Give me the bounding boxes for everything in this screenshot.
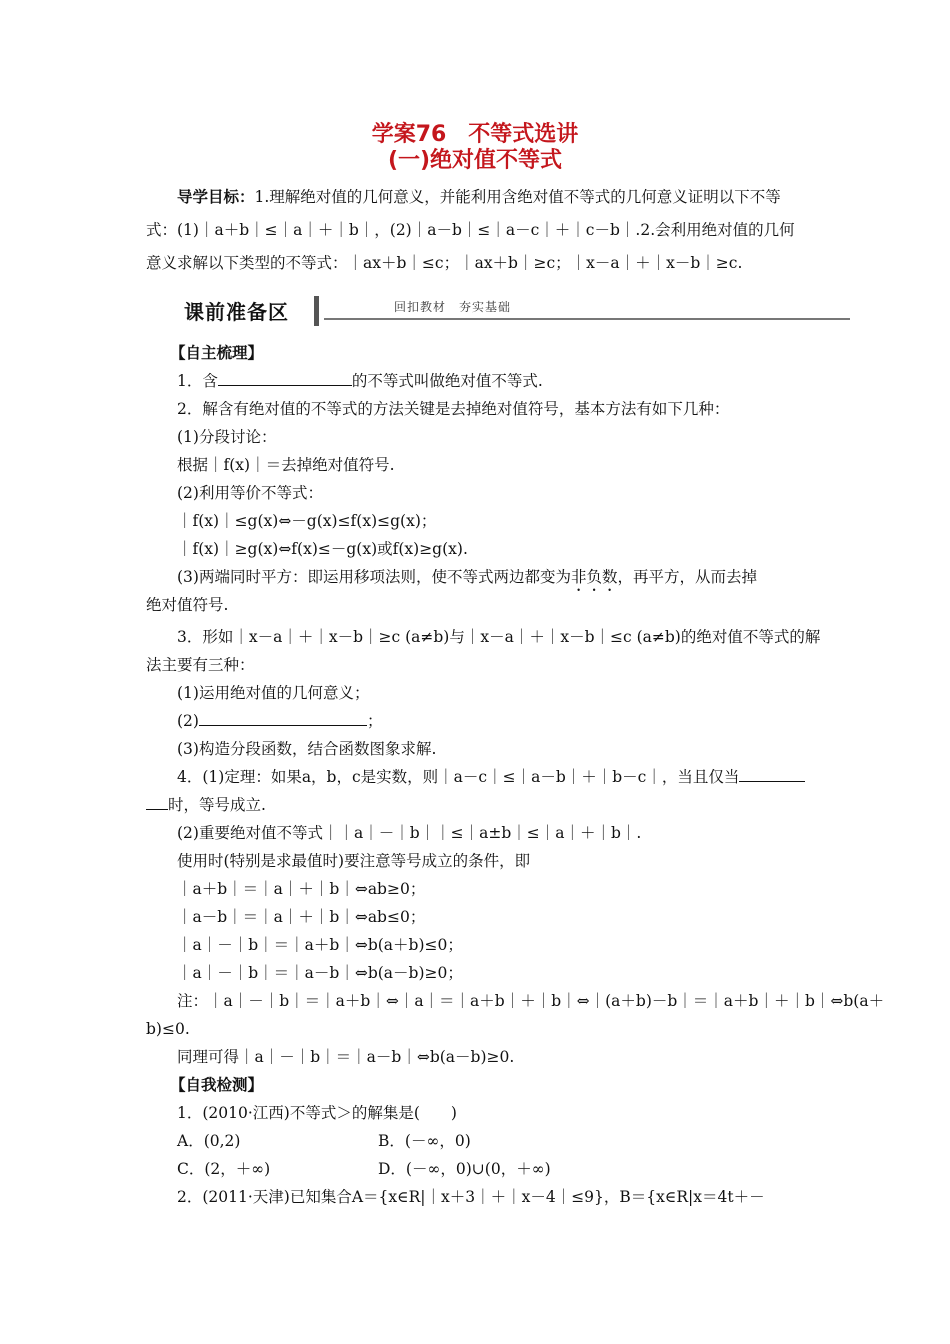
- answer-blank-3b: [146, 795, 168, 810]
- option-a: A．(0,2): [177, 1132, 241, 1150]
- item-1-end: 的不等式叫做绝对值不等式.: [351, 372, 543, 390]
- way-2-end: ；: [366, 712, 383, 730]
- item-4-theorem-cont: [146, 795, 266, 815]
- method-3-end: ，再平方，从而去掉: [617, 568, 757, 586]
- theorem-text: 4．(1)定理：如果a，b，c是实数，则｜a－c｜≤｜a－b｜＋｜b－c｜，当且仅当: [177, 768, 740, 786]
- item-1: [177, 371, 543, 391]
- item-2-method-1-text: 根据｜f(x)｜＝去掉绝对值符号.: [177, 456, 395, 474]
- note-cont: b)≤0.: [146, 1020, 190, 1038]
- answer-blank-3a: [739, 767, 805, 782]
- learning-goals: [146, 181, 806, 280]
- item-2-method-3: [177, 567, 757, 595]
- heading-self-review: 【自主梳理】: [170, 344, 264, 362]
- answer-blank-1: [218, 371, 352, 386]
- condition-4: ｜a｜－｜b｜＝｜a－b｜⇔b(a－b)≥0；: [177, 964, 463, 982]
- method-3-start: (3)两端同时平方：即运用移项法则，使不等式两边都变为: [177, 568, 571, 586]
- item-2-method-3-cont: 绝对值符号.: [146, 596, 229, 614]
- learning-goals-label: 导学目标：: [177, 188, 255, 206]
- condition-1: ｜a＋b｜＝｜a｜＋｜b｜⇔ab≥0；: [177, 880, 426, 898]
- answer-blank-2: [199, 711, 367, 726]
- item-3-way-1: (1)运用绝对值的几何意义；: [177, 684, 370, 702]
- option-d: D．(－∞，0)∪(0，＋∞): [378, 1160, 551, 1178]
- emphasized-term: 非负数: [570, 568, 618, 586]
- banner-divider-bar: [314, 296, 319, 326]
- theorem-cont-text: 时，等号成立.: [168, 796, 266, 814]
- item-1-start: 1．含: [177, 372, 218, 390]
- learning-goals-text: 1.理解绝对值的几何意义，并能利用含绝对值不等式的几何意义证明以下不等式：(1)｜a＋b｜≤｜a｜＋｜b｜，(2)｜a－b｜≤｜a－c｜＋｜c－b｜.2.会利用绝对值的几何意义求解以下类型的不等式：｜ax＋b｜≤c；｜ax＋b｜≥c；｜x－a｜＋｜x－b｜≥c.: [146, 188, 795, 272]
- way-2-label: (2): [177, 712, 199, 730]
- condition-2: ｜a－b｜＝｜a｜＋｜b｜⇔ab≤0；: [177, 908, 426, 926]
- condition-3: ｜a｜－｜b｜＝｜a＋b｜⇔b(a＋b)≤0；: [177, 936, 463, 954]
- banner-rule: [324, 318, 850, 320]
- item-4-theorem: [177, 767, 805, 787]
- page-subtitle: (一)绝对值不等式: [387, 148, 563, 173]
- option-b: B．(－∞，0): [378, 1132, 471, 1150]
- item-3-cont: 法主要有三种：: [146, 656, 255, 674]
- page-title: 学案76 不等式选讲: [371, 122, 579, 147]
- note-similarly: 同理可得｜a｜－｜b｜＝｜a－b｜⇔b(a－b)≥0.: [177, 1048, 515, 1066]
- question-1: 1．(2010·江西)不等式＞的解集是( ): [177, 1104, 457, 1122]
- item-2: 2．解含有绝对值的不等式的方法关键是去掉绝对值符号，基本方法有如下几种：: [177, 400, 730, 418]
- formula-equivalence-2: ｜f(x)｜≥g(x)⇔f(x)≤－g(x)或f(x)≥g(x).: [177, 540, 468, 558]
- item-3-way-3: (3)构造分段函数，结合函数图象求解.: [177, 740, 437, 758]
- item-4-usage: 使用时(特别是求最值时)要注意等号成立的条件，即: [177, 852, 531, 870]
- section-banner: [178, 294, 850, 330]
- question-2: 2．(2011·天津)已知集合A＝{x∈R|｜x＋3｜＋｜x－4｜≤9}，B＝{x∈R|x＝4t＋－: [177, 1188, 765, 1206]
- item-4-important: (2)重要绝对值不等式｜｜a｜－｜b｜｜≤｜a±b｜≤｜a｜＋｜b｜.: [177, 824, 642, 842]
- heading-self-test: 【自我检测】: [170, 1076, 264, 1094]
- section-banner-subtitle: 回扣教材 夯实基础: [394, 300, 512, 314]
- note: 注：｜a｜－｜b｜＝｜a＋b｜⇔｜a｜＝｜a＋b｜＋｜b｜⇔｜(a＋b)－b｜＝｜a＋b｜＋｜b｜⇔b(a＋: [177, 992, 885, 1010]
- item-2-method-2: (2)利用等价不等式：: [177, 484, 323, 502]
- item-2-method-1: (1)分段讨论：: [177, 428, 277, 446]
- option-c: C．(2，＋∞): [177, 1160, 271, 1178]
- formula-equivalence-1: ｜f(x)｜≤g(x)⇔－g(x)≤f(x)≤g(x)；: [177, 512, 437, 530]
- item-3-way-2: [177, 711, 382, 731]
- item-3: 3．形如｜x－a｜＋｜x－b｜≥c (a≠b)与｜x－a｜＋｜x－b｜≤c (a≠b)的绝对值不等式的解: [177, 628, 821, 646]
- section-banner-title: 课前准备区: [184, 300, 289, 324]
